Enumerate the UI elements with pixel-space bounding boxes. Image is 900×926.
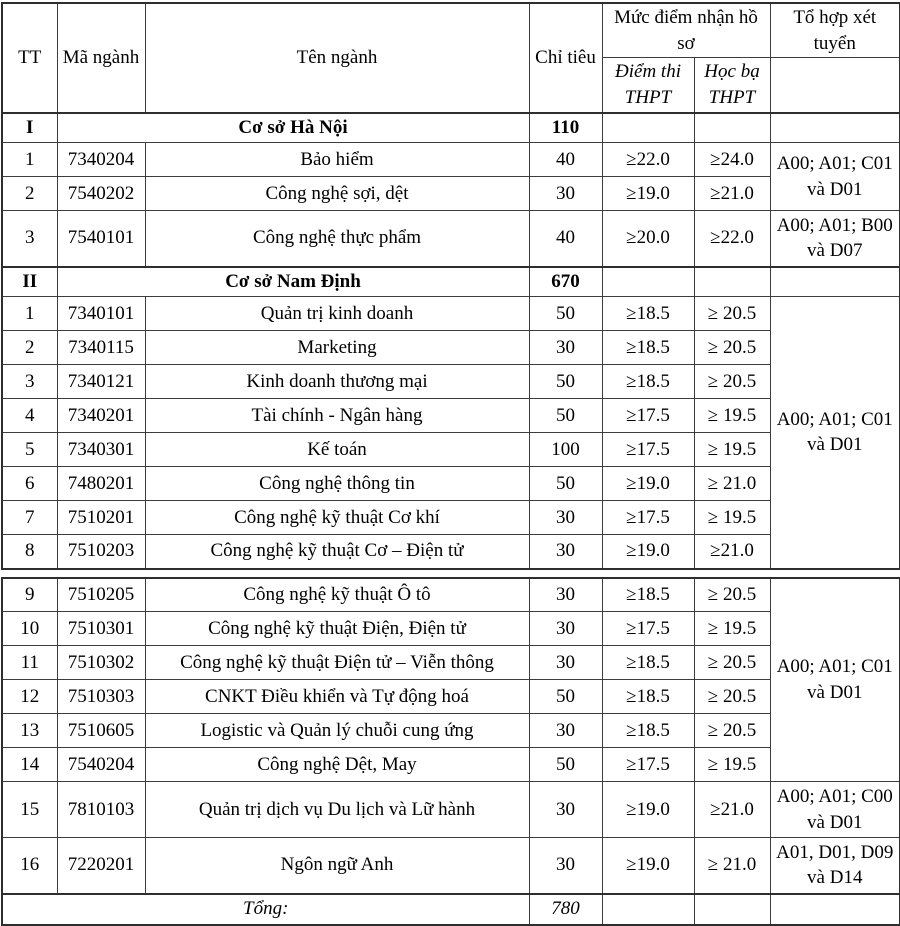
table-row <box>2 177 900 211</box>
transcript-score-cell: ≥21.0 <box>694 535 770 569</box>
combination-cell: A00; A01; C01 và D01 <box>770 297 900 569</box>
total-row <box>2 894 900 925</box>
table-row <box>2 467 900 501</box>
total-quota-cell: 780 <box>529 894 602 925</box>
table-row <box>2 612 900 646</box>
major-name-cell: Công nghệ thông tin <box>145 467 529 501</box>
table-row <box>2 646 900 680</box>
transcript-score-cell: ≥24.0 <box>694 143 770 177</box>
row-number-cell: 15 <box>2 782 57 838</box>
exam-score-cell: ≥18.5 <box>602 297 694 331</box>
major-code-cell: 7340101 <box>57 297 145 331</box>
empty-transcript-cell <box>694 267 770 297</box>
header-combination: Tổ hợp xét tuyển <box>770 3 900 58</box>
major-name-cell: Marketing <box>145 331 529 365</box>
major-code-cell: 7340121 <box>57 365 145 399</box>
exam-score-cell: ≥17.5 <box>602 399 694 433</box>
major-name-cell: Ngôn ngữ Anh <box>145 838 529 894</box>
table-row <box>2 535 900 569</box>
transcript-score-cell: ≥ 20.5 <box>694 297 770 331</box>
quota-cell: 30 <box>529 331 602 365</box>
row-number-cell: 16 <box>2 838 57 894</box>
table-body-part1 <box>2 113 900 569</box>
row-number-cell: 2 <box>2 177 57 211</box>
major-name-cell: Công nghệ kỹ thuật Cơ khí <box>145 501 529 535</box>
empty-combination-cell <box>770 894 900 925</box>
exam-score-cell: ≥18.5 <box>602 680 694 714</box>
exam-score-cell: ≥19.0 <box>602 782 694 838</box>
major-code-cell: 7340204 <box>57 143 145 177</box>
exam-score-cell: ≥18.5 <box>602 714 694 748</box>
quota-cell: 30 <box>529 838 602 894</box>
row-number-cell: 3 <box>2 211 57 267</box>
transcript-score-cell: ≥ 20.5 <box>694 646 770 680</box>
table-split-gap <box>1 570 900 577</box>
transcript-score-cell: ≥ 20.5 <box>694 714 770 748</box>
major-name-cell: Công nghệ kỹ thuật Cơ – Điện tử <box>145 535 529 569</box>
major-code-cell: 7510302 <box>57 646 145 680</box>
major-code-cell: 7540101 <box>57 211 145 267</box>
empty-exam-cell <box>602 113 694 143</box>
quota-cell: 50 <box>529 297 602 331</box>
row-number-cell: 14 <box>2 748 57 782</box>
section-row <box>2 113 900 143</box>
transcript-score-cell: ≥ 19.5 <box>694 501 770 535</box>
major-name-cell: CNKT Điều khiển và Tự động hoá <box>145 680 529 714</box>
row-number-cell: 6 <box>2 467 57 501</box>
exam-score-cell: ≥22.0 <box>602 143 694 177</box>
combination-cell: A00; A01; C01 và D01 <box>770 578 900 782</box>
quota-cell: 100 <box>529 433 602 467</box>
section-quota-cell: 670 <box>529 267 602 297</box>
exam-score-cell: ≥18.5 <box>602 646 694 680</box>
header-combination-empty <box>770 58 900 113</box>
header-score-threshold: Mức điểm nhận hồ sơ <box>602 3 770 58</box>
table-row <box>2 365 900 399</box>
table-row <box>2 782 900 838</box>
quota-cell: 30 <box>529 782 602 838</box>
exam-score-cell: ≥17.5 <box>602 748 694 782</box>
header-transcript-score: Học bạ THPT <box>694 58 770 113</box>
major-name-cell: Công nghệ kỹ thuật Điện, Điện tử <box>145 612 529 646</box>
section-numeral-cell: II <box>2 267 57 297</box>
transcript-score-cell: ≥ 20.5 <box>694 680 770 714</box>
row-number-cell: 7 <box>2 501 57 535</box>
combination-cell: A00; A01; B00 và D07 <box>770 211 900 267</box>
header-tt: TT <box>2 3 57 113</box>
combination-cell: A01, D01, D09 và D14 <box>770 838 900 894</box>
major-code-cell: 7540204 <box>57 748 145 782</box>
row-number-cell: 1 <box>2 297 57 331</box>
table-row <box>2 838 900 894</box>
admission-table-part2 <box>1 577 900 926</box>
header-major-code: Mã ngành <box>57 3 145 113</box>
row-number-cell: 9 <box>2 578 57 612</box>
row-number-cell: 4 <box>2 399 57 433</box>
empty-exam-cell <box>602 267 694 297</box>
row-number-cell: 13 <box>2 714 57 748</box>
major-name-cell: Quản trị dịch vụ Du lịch và Lữ hành <box>145 782 529 838</box>
major-code-cell: 7510203 <box>57 535 145 569</box>
exam-score-cell: ≥18.5 <box>602 578 694 612</box>
quota-cell: 50 <box>529 467 602 501</box>
table-header <box>2 3 900 113</box>
major-name-cell: Kinh doanh thương mại <box>145 365 529 399</box>
table-row <box>2 680 900 714</box>
major-name-cell: Công nghệ Dệt, May <box>145 748 529 782</box>
transcript-score-cell: ≥21.0 <box>694 782 770 838</box>
major-code-cell: 7810103 <box>57 782 145 838</box>
exam-score-cell: ≥19.0 <box>602 838 694 894</box>
section-title-cell: Cơ sở Nam Định <box>57 267 529 297</box>
quota-cell: 50 <box>529 748 602 782</box>
table-row <box>2 714 900 748</box>
combination-cell: A00; A01; C01 và D01 <box>770 143 900 211</box>
quota-cell: 30 <box>529 646 602 680</box>
table-body-part2 <box>2 578 900 925</box>
transcript-score-cell: ≥ 19.5 <box>694 433 770 467</box>
transcript-score-cell: ≥ 21.0 <box>694 838 770 894</box>
header-major-name: Tên ngành <box>145 3 529 113</box>
transcript-score-cell: ≥ 19.5 <box>694 612 770 646</box>
quota-cell: 50 <box>529 680 602 714</box>
major-code-cell: 7340301 <box>57 433 145 467</box>
transcript-score-cell: ≥21.0 <box>694 177 770 211</box>
major-name-cell: Công nghệ thực phẩm <box>145 211 529 267</box>
section-numeral-cell: I <box>2 113 57 143</box>
major-code-cell: 7510301 <box>57 612 145 646</box>
transcript-score-cell: ≥ 20.5 <box>694 578 770 612</box>
major-name-cell: Quản trị kinh doanh <box>145 297 529 331</box>
major-code-cell: 7340201 <box>57 399 145 433</box>
exam-score-cell: ≥17.5 <box>602 433 694 467</box>
row-number-cell: 2 <box>2 331 57 365</box>
row-number-cell: 1 <box>2 143 57 177</box>
row-number-cell: 11 <box>2 646 57 680</box>
exam-score-cell: ≥20.0 <box>602 211 694 267</box>
quota-cell: 50 <box>529 399 602 433</box>
section-row <box>2 267 900 297</box>
exam-score-cell: ≥18.5 <box>602 331 694 365</box>
major-name-cell: Công nghệ kỹ thuật Điện tử – Viễn thông <box>145 646 529 680</box>
major-name-cell: Công nghệ sợi, dệt <box>145 177 529 211</box>
total-label-cell: Tổng: <box>2 894 529 925</box>
quota-cell: 40 <box>529 143 602 177</box>
quota-cell: 30 <box>529 714 602 748</box>
admission-table-part1 <box>1 2 900 570</box>
transcript-score-cell: ≥ 19.5 <box>694 399 770 433</box>
header-row-1 <box>2 3 900 58</box>
quota-cell: 30 <box>529 578 602 612</box>
transcript-score-cell: ≥22.0 <box>694 211 770 267</box>
quota-cell: 30 <box>529 535 602 569</box>
major-code-cell: 7510605 <box>57 714 145 748</box>
exam-score-cell: ≥19.0 <box>602 535 694 569</box>
major-name-cell: Logistic và Quản lý chuỗi cung ứng <box>145 714 529 748</box>
transcript-score-cell: ≥ 20.5 <box>694 331 770 365</box>
table-row <box>2 211 900 267</box>
major-name-cell: Kế toán <box>145 433 529 467</box>
table-row <box>2 748 900 782</box>
empty-combination-cell <box>770 267 900 297</box>
empty-combination-cell <box>770 113 900 143</box>
major-code-cell: 7540202 <box>57 177 145 211</box>
transcript-score-cell: ≥ 20.5 <box>694 365 770 399</box>
major-code-cell: 7510303 <box>57 680 145 714</box>
empty-exam-cell <box>602 894 694 925</box>
row-number-cell: 10 <box>2 612 57 646</box>
quota-cell: 40 <box>529 211 602 267</box>
header-exam-score: Điểm thi THPT <box>602 58 694 113</box>
major-code-cell: 7220201 <box>57 838 145 894</box>
quota-cell: 30 <box>529 612 602 646</box>
row-number-cell: 5 <box>2 433 57 467</box>
table-row <box>2 433 900 467</box>
major-name-cell: Công nghệ kỹ thuật Ô tô <box>145 578 529 612</box>
quota-cell: 30 <box>529 501 602 535</box>
row-number-cell: 3 <box>2 365 57 399</box>
major-code-cell: 7510205 <box>57 578 145 612</box>
table-row <box>2 143 900 177</box>
exam-score-cell: ≥19.0 <box>602 467 694 501</box>
section-quota-cell: 110 <box>529 113 602 143</box>
table-row <box>2 297 900 331</box>
table-row <box>2 578 900 612</box>
table-row <box>2 331 900 365</box>
section-title-cell: Cơ sở Hà Nội <box>57 113 529 143</box>
row-number-cell: 8 <box>2 535 57 569</box>
major-code-cell: 7340115 <box>57 331 145 365</box>
quota-cell: 50 <box>529 365 602 399</box>
empty-transcript-cell <box>694 113 770 143</box>
transcript-score-cell: ≥ 19.5 <box>694 748 770 782</box>
exam-score-cell: ≥17.5 <box>602 612 694 646</box>
exam-score-cell: ≥17.5 <box>602 501 694 535</box>
table-row <box>2 399 900 433</box>
quota-cell: 30 <box>529 177 602 211</box>
empty-transcript-cell <box>694 894 770 925</box>
exam-score-cell: ≥19.0 <box>602 177 694 211</box>
major-code-cell: 7510201 <box>57 501 145 535</box>
exam-score-cell: ≥18.5 <box>602 365 694 399</box>
table-row <box>2 501 900 535</box>
major-name-cell: Tài chính - Ngân hàng <box>145 399 529 433</box>
major-name-cell: Bảo hiểm <box>145 143 529 177</box>
combination-cell: A00; A01; C00 và D01 <box>770 782 900 838</box>
major-code-cell: 7480201 <box>57 467 145 501</box>
transcript-score-cell: ≥ 21.0 <box>694 467 770 501</box>
header-quota: Chỉ tiêu <box>529 3 602 113</box>
row-number-cell: 12 <box>2 680 57 714</box>
